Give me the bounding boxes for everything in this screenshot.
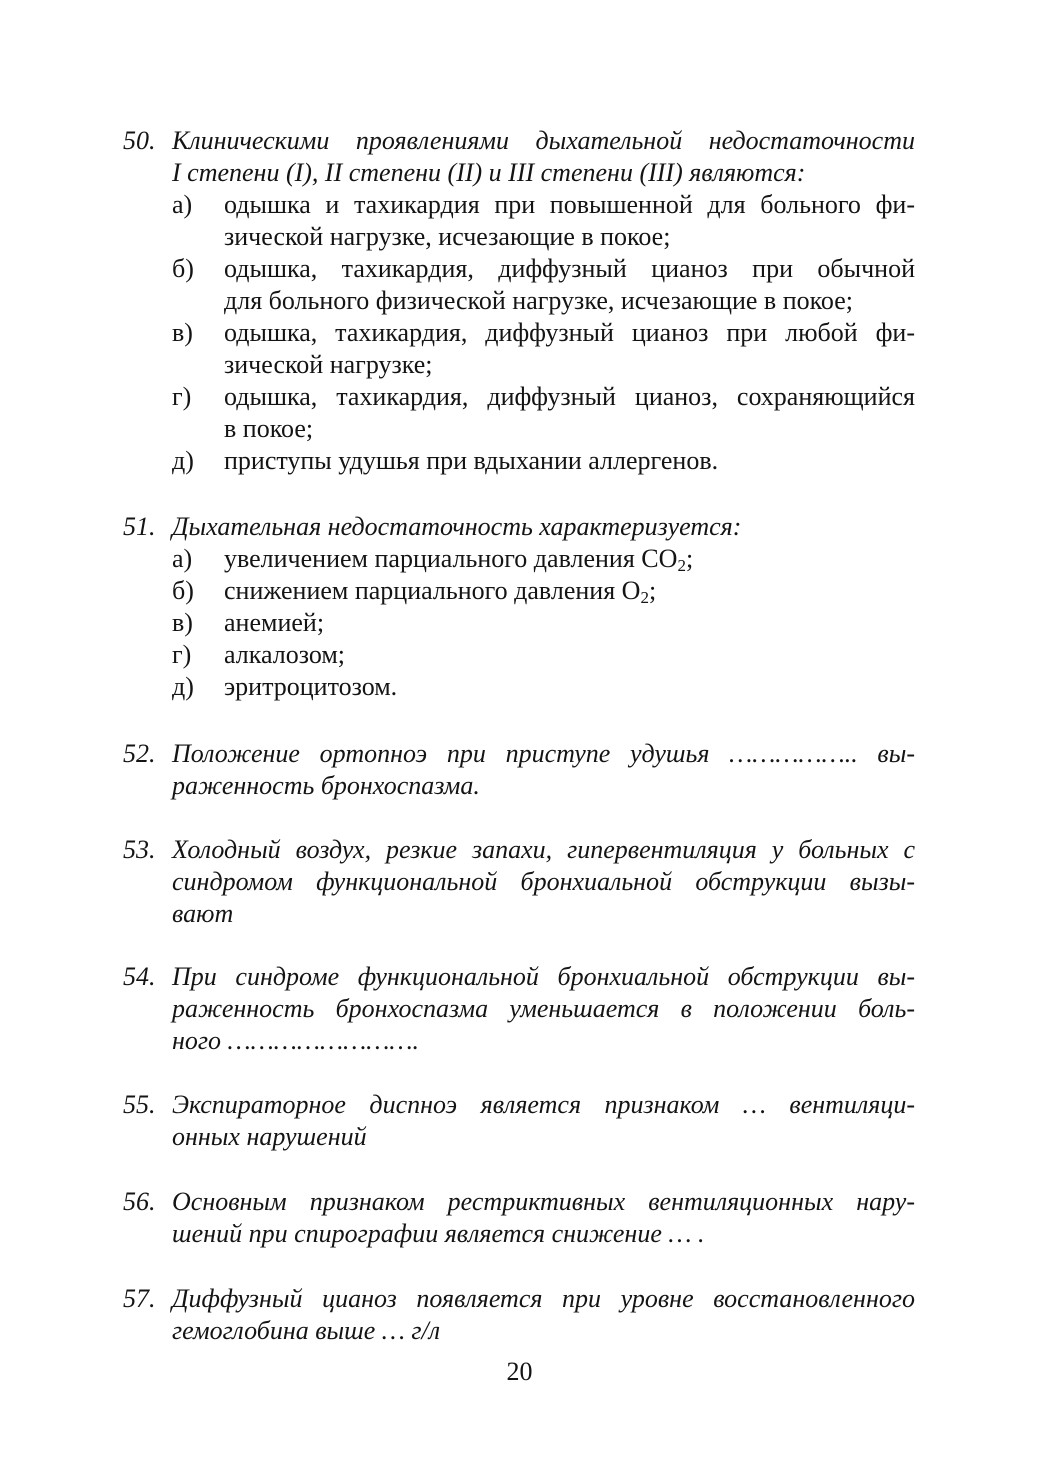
question-number: 54.	[123, 962, 156, 991]
options-list	[123, 189, 915, 477]
option-punct: ;	[685, 544, 694, 573]
option-letter: д)	[172, 672, 194, 701]
option-letter: в)	[172, 318, 193, 347]
question-54-head	[123, 961, 915, 1057]
subscript: 2	[677, 556, 686, 575]
option-g	[123, 381, 915, 445]
question-52	[123, 738, 915, 802]
question-line: синдромом функциональной бронхиальной обструкции вызы-	[172, 867, 915, 896]
question-55	[123, 1089, 915, 1153]
question-number: 50.	[123, 126, 156, 155]
question-line: Экспираторное диспноэ является признаком … вентиляци-	[172, 1090, 915, 1119]
option-letter: г)	[172, 640, 192, 669]
question-number: 52.	[123, 739, 156, 768]
option-letter: б)	[172, 254, 194, 283]
question-57	[123, 1283, 915, 1347]
question-53-head	[123, 834, 915, 930]
option-letter: б)	[172, 576, 194, 605]
question-56-head	[123, 1186, 915, 1250]
option-v	[123, 317, 915, 381]
option-line: зической нагрузке, исчезающие в покое;	[224, 222, 671, 251]
option-letter: а)	[172, 544, 193, 573]
question-50-head	[123, 125, 915, 189]
question-number: 56.	[123, 1187, 156, 1216]
option-v	[123, 607, 915, 639]
option-text	[224, 445, 915, 477]
question-number: 55.	[123, 1090, 156, 1119]
options-list	[123, 543, 915, 703]
option-line: приступы удушья при вдыхании аллергенов.	[224, 446, 719, 475]
option-line: алкалозом;	[224, 640, 346, 669]
question-line: ного …………………….	[172, 1026, 419, 1055]
option-line: зической нагрузке;	[224, 350, 433, 379]
option-b	[123, 253, 915, 317]
question-text	[172, 834, 915, 930]
option-a	[123, 543, 915, 575]
question-line: Холодный воздух, резкие запахи, гипервентиляция у больных с	[172, 835, 915, 864]
option-line: увеличением парциального давления CO	[224, 544, 678, 573]
question-text	[172, 961, 915, 1057]
question-52-head	[123, 738, 915, 802]
option-line: одышка и тахикардия при повышенной для больного фи-	[224, 190, 915, 219]
option-a	[123, 189, 915, 253]
option-text	[224, 639, 915, 671]
option-line: одышка, тахикардия, диффузный цианоз при обычной	[224, 254, 915, 283]
question-line: I степени (I), II степени (II) и III степени (III) являются:	[172, 158, 806, 187]
option-d	[123, 671, 915, 703]
question-line: Основным признаком рестриктивных вентиляционных нару-	[172, 1187, 915, 1216]
question-line: шений при спирографии является снижение … .	[172, 1219, 705, 1248]
option-text	[224, 543, 915, 575]
option-line: снижением парциального давления O	[224, 576, 641, 605]
question-number: 53.	[123, 835, 156, 864]
question-line: вают	[172, 899, 234, 928]
question-line: раженность бронхоспазма.	[172, 771, 480, 800]
question-line: При синдроме функциональной бронхиальной обструкции вы-	[172, 962, 915, 991]
question-line: гемоглобина выше … г/л	[172, 1316, 441, 1345]
option-b	[123, 575, 915, 607]
option-text	[224, 381, 915, 445]
option-text	[224, 189, 915, 253]
page-number: 20	[506, 1357, 533, 1386]
option-line: эритроцитозом.	[224, 672, 398, 701]
question-text	[172, 511, 915, 543]
option-text	[224, 253, 915, 317]
question-number: 51.	[123, 512, 156, 541]
option-d	[123, 445, 915, 477]
option-text	[224, 607, 915, 639]
option-line: одышка, тахикардия, диффузный цианоз при любой фи-	[224, 318, 915, 347]
option-line: анемией;	[224, 608, 325, 637]
question-56	[123, 1186, 915, 1250]
question-50	[123, 125, 915, 477]
question-text	[172, 1186, 915, 1250]
option-text	[224, 317, 915, 381]
question-number: 57.	[123, 1284, 156, 1313]
subscript: 2	[640, 588, 649, 607]
question-line: Клиническими проявлениями дыхательной недостаточности	[172, 126, 915, 155]
option-letter: в)	[172, 608, 193, 637]
question-line: раженность бронхоспазма уменьшается в положении боль-	[172, 994, 915, 1023]
option-punct: ;	[648, 576, 657, 605]
option-text	[224, 671, 915, 703]
question-text	[172, 1283, 915, 1347]
question-line: онных нарушений	[172, 1122, 367, 1151]
question-54	[123, 961, 915, 1057]
option-letter: а)	[172, 190, 193, 219]
option-line: одышка, тахикардия, диффузный цианоз, сохраняющийся	[224, 382, 915, 411]
question-text	[172, 125, 915, 189]
option-text	[224, 575, 915, 607]
question-55-head	[123, 1089, 915, 1153]
question-text	[172, 1089, 915, 1153]
question-line: Диффузный цианоз появляется при уровне восстановленного	[172, 1284, 915, 1313]
option-line: в покое;	[224, 414, 314, 443]
question-57-head	[123, 1283, 915, 1347]
question-51	[123, 511, 915, 703]
question-text	[172, 738, 915, 802]
question-51-head	[123, 511, 915, 543]
question-53	[123, 834, 915, 930]
question-line: Положение ортопноэ при приступе удушья …………….. вы-	[172, 739, 915, 768]
question-line: Дыхательная недостаточность характеризуется:	[172, 512, 742, 541]
option-g	[123, 639, 915, 671]
option-letter: д)	[172, 446, 194, 475]
option-line: для больного физической нагрузке, исчезающие в покое;	[224, 286, 854, 315]
option-letter: г)	[172, 382, 192, 411]
